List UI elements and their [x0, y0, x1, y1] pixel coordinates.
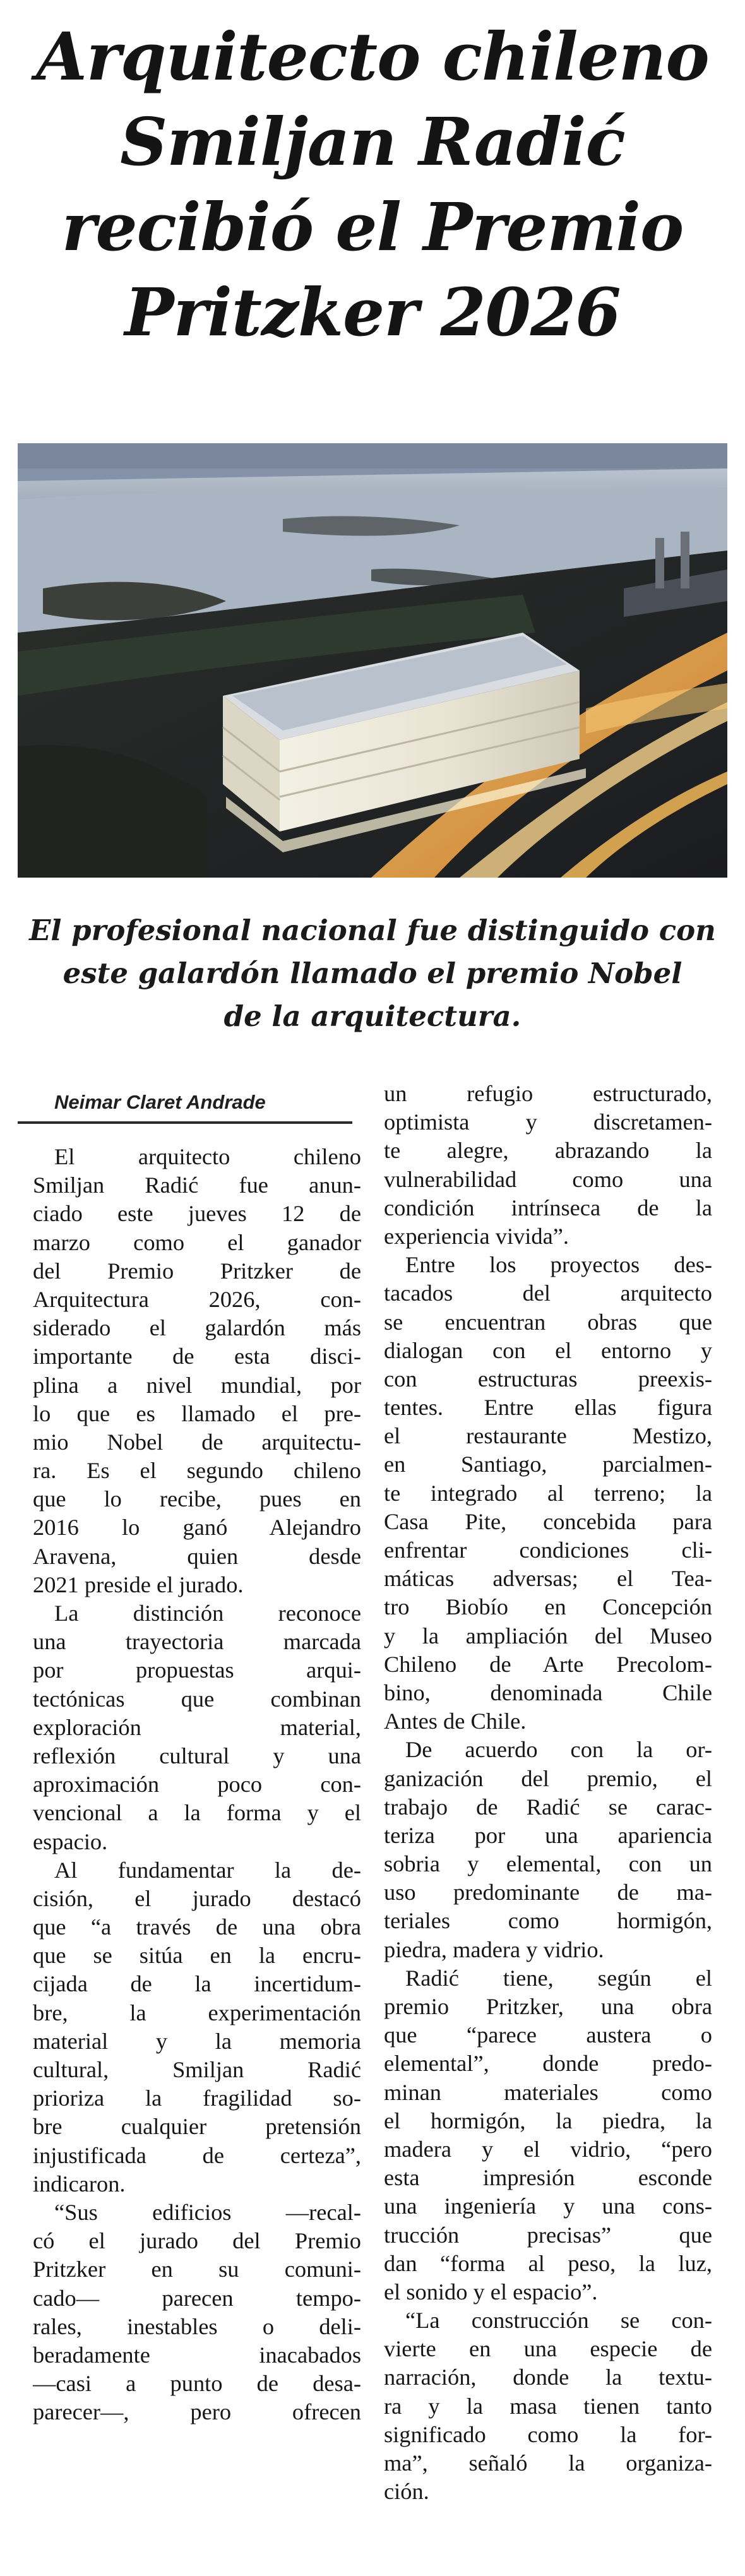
body-line: dan “forma al peso, la luz, [384, 2250, 712, 2276]
body-line: marzo como el ganador [33, 1229, 361, 1255]
body-line: premio Pritzker, una obra [384, 1994, 712, 2019]
body-line: plina a nivel mundial, por [33, 1372, 361, 1398]
body-line: se encuentran obras que [384, 1309, 712, 1335]
body-line: máticas adversas; el Tea- [384, 1566, 712, 1592]
building-photo-icon [18, 443, 727, 878]
body-line: Aravena, quien desde [33, 1543, 361, 1569]
body-line: parecer—, pero ofrecen [33, 2399, 361, 2425]
body-line: aproximación poco con- [33, 1772, 361, 1798]
body-line: tentes. Entre ellas figura [384, 1395, 712, 1421]
body-line: ra. Es el segundo chileno [33, 1458, 361, 1484]
body-line: te alegre, abrazando la [384, 1138, 712, 1164]
body-line: 2016 lo ganó Alejandro [33, 1515, 361, 1541]
body-line: beradamente inacabados [33, 2342, 361, 2368]
body-line: indicaron. [33, 2171, 126, 2197]
body-line: “Sus edificios —recal- [54, 2199, 361, 2225]
body-line: por propuestas arqui- [33, 1657, 361, 1683]
body-line: elemental”, donde predo- [384, 2051, 712, 2077]
body-line: y la ampliación del Museo [384, 1623, 712, 1649]
body-line: importante de esta disci- [33, 1344, 361, 1369]
body-line: uso predominante de ma- [384, 1880, 712, 1905]
body-line: siderado el galardón más [33, 1315, 361, 1341]
body-line: del Premio Pritzker de [33, 1258, 361, 1284]
body-line: un refugio estructurado, [384, 1081, 712, 1106]
body-line: có el jurado del Premio [33, 2228, 361, 2254]
body-line: La distinción reconoce [54, 1601, 361, 1626]
body-line: reflexión cultural y una [33, 1743, 361, 1768]
body-line: injustificada de certeza”, [33, 2142, 361, 2168]
body-line: enfrentar condiciones cli- [384, 1537, 712, 1563]
body-line: Arquitectura 2026, con- [33, 1286, 361, 1312]
body-line: exploración material, [33, 1714, 361, 1740]
body-line: cultural, Smiljan Radić [33, 2057, 361, 2082]
body-line: bino, denominada Chile [384, 1679, 712, 1705]
body-line: con estructuras preexis- [384, 1366, 712, 1392]
headline-line: recibió el Premio [61, 188, 684, 266]
body-line: ganización del premio, el [384, 1765, 712, 1791]
body-line: bre cualquier pretensión [33, 2114, 361, 2140]
body-line: narración, donde la textu- [384, 2364, 712, 2390]
body-line: “La construcción se con- [405, 2308, 712, 2334]
body-line: —casi a punto de desa- [33, 2371, 361, 2397]
body-line: madera y el vidrio, “pero [384, 2136, 712, 2162]
body-line: sobria y elemental, con un [384, 1851, 712, 1877]
body-line: tectónicas que combinan [33, 1686, 361, 1712]
headline [19, 14, 726, 355]
body-line: De acuerdo con la or- [405, 1737, 712, 1763]
body-line: trabajo de Radić se carac- [384, 1794, 712, 1820]
body-line: esta impresión esconde [384, 2165, 712, 2191]
headline-line: Pritzker 2026 [124, 273, 621, 351]
subhead-line: El profesional nacional fue distinguido con [29, 914, 716, 947]
article-photo [18, 443, 727, 878]
body-line: dialogan con el entorno y [384, 1337, 712, 1363]
headline-line: Arquitecto chileno [36, 18, 709, 95]
body-line: Antes de Chile. [384, 1708, 527, 1734]
body-line: trucción precisas” que [384, 2222, 712, 2248]
body-line: el sonido y el espacio”. [384, 2279, 598, 2305]
body-line: teriza por una apariencia [384, 1822, 712, 1848]
body-line: rales, inestables o deli- [33, 2313, 361, 2339]
body-line: cijada de la incertidum- [33, 1971, 361, 1997]
body-line: ra y la masa tienen tanto [384, 2393, 712, 2419]
body-line: vulnerabilidad como una [384, 1166, 712, 1192]
body-line: bre, la experimentación [33, 2000, 361, 2025]
headline-line: Smiljan Radić [120, 103, 625, 181]
byline-author: Neimar Claret Andrade [54, 1091, 266, 1113]
body-line: tacados del arquitecto [384, 1280, 712, 1306]
body-line: el hormigón, la piedra, la [384, 2108, 712, 2133]
body-line: Chileno de Arte Precolom- [384, 1651, 712, 1677]
body-line: experiencia vivida”. [384, 1223, 569, 1249]
body-line: minan materiales como [384, 2079, 712, 2105]
body-line: mio Nobel de arquitectu- [33, 1429, 361, 1455]
body-line: optimista y discretamen- [384, 1109, 712, 1135]
body-line: una ingeniería y una cons- [384, 2193, 712, 2219]
body-line: vierte en una especie de [384, 2336, 712, 2362]
body-line: prioriza la fragilidad so- [33, 2085, 361, 2111]
body-line: El arquitecto chileno [54, 1144, 361, 1169]
body-line: cisión, el jurado destacó [33, 1885, 361, 1911]
body-line: Entre los proyectos des- [405, 1252, 712, 1278]
column-spacer [33, 1080, 361, 1143]
body-line: Pritzker en su comuni- [33, 2257, 361, 2282]
body-line: te integrado al terreno; la [384, 1480, 712, 1506]
subhead-line: de la arquitectura. [224, 999, 522, 1033]
body-line: espacio. [33, 1828, 108, 1854]
body-line: Al fundamentar la de- [54, 1857, 361, 1883]
body-line: material y la memoria [33, 2028, 361, 2054]
body-line: ción. [384, 2479, 429, 2505]
subhead [25, 909, 720, 1038]
body-line: que se sitúa en la encru- [33, 1943, 361, 1969]
body-column-left [33, 1080, 361, 2426]
body-line: que “a través de una obra [33, 1914, 361, 1940]
body-line: ciado este jueves 12 de [33, 1201, 361, 1227]
body-line: significado como la for- [384, 2421, 712, 2447]
body-line: vencional a la forma y el [33, 1800, 361, 1826]
body-column-right [384, 1080, 712, 2506]
body-line: Casa Pite, concebida para [384, 1508, 712, 1534]
body-line: en Santiago, parcialmen- [384, 1452, 712, 1477]
body-line: que “parece austera o [384, 2022, 712, 2048]
body-line: tro Biobío en Concepción [384, 1594, 712, 1620]
body-line: Smiljan Radić fue anun- [33, 1172, 361, 1198]
body-line: condición intrínseca de la [384, 1195, 712, 1220]
body-line: teriales como hormigón, [384, 1908, 712, 1934]
body-line: 2021 preside el jurado. [33, 1571, 244, 1597]
body-line: Radić tiene, según el [405, 1965, 712, 1991]
subhead-line: este galardón llamado el premio Nobel [63, 957, 682, 990]
body-line: lo que es llamado el pre- [33, 1400, 361, 1426]
body-line: ma”, señaló la organiza- [384, 2450, 712, 2476]
body-line: piedra, madera y vidrio. [384, 1936, 604, 1962]
body-line: cado— parecen tempo- [33, 2285, 361, 2311]
body-line: una trayectoria marcada [33, 1629, 361, 1655]
body-line: que lo recibe, pues en [33, 1486, 361, 1512]
body-line: el restaurante Mestizo, [384, 1423, 712, 1449]
